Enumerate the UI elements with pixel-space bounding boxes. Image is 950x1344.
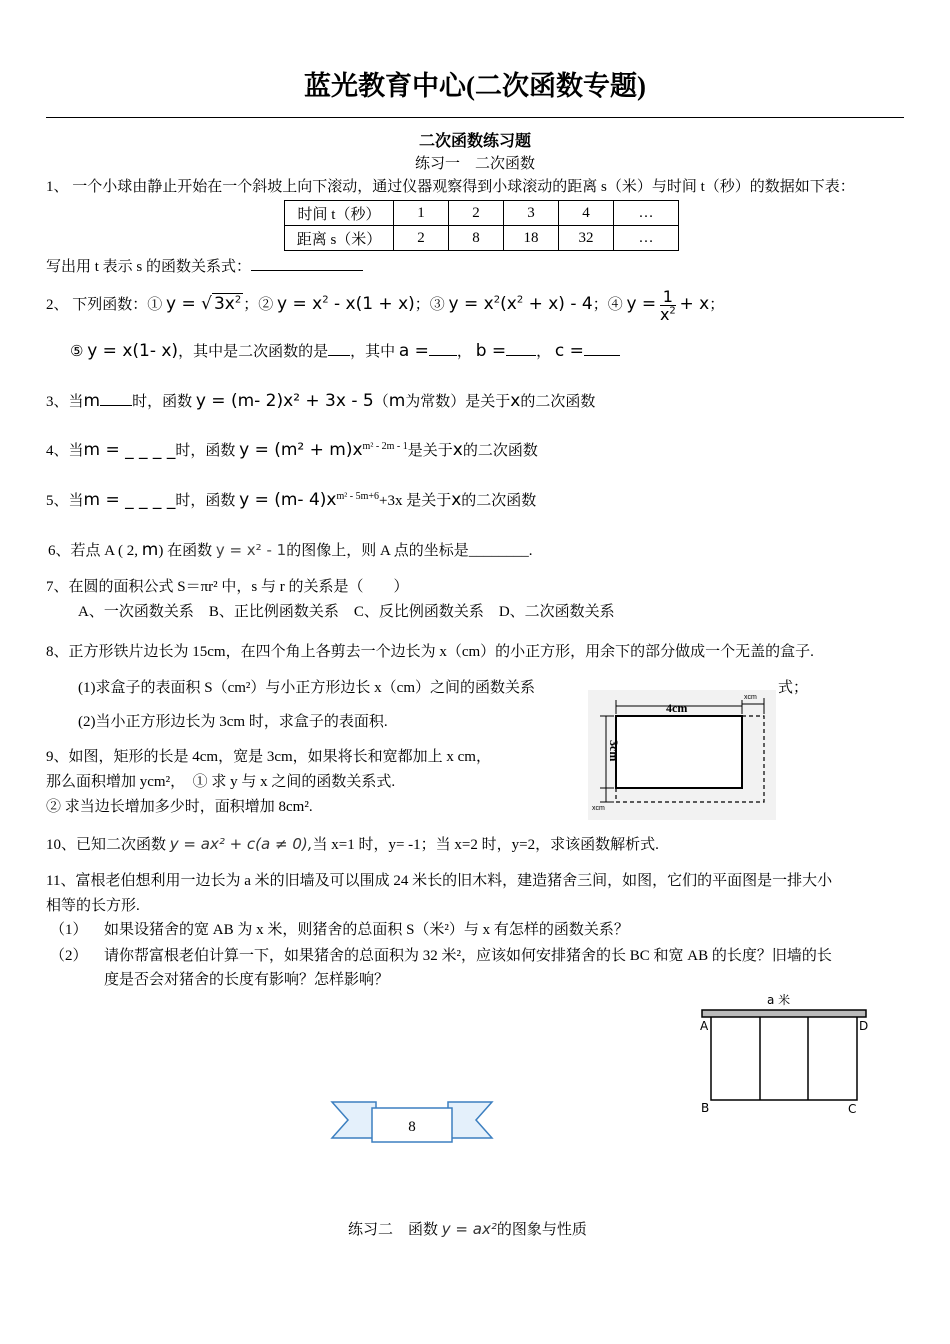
table-cell: … bbox=[614, 226, 679, 251]
q5-text: 5、当 bbox=[46, 493, 84, 509]
x-label-bottom: xcm bbox=[592, 805, 605, 812]
table-cell: 8 bbox=[449, 226, 504, 251]
m-variable: m bbox=[141, 540, 159, 560]
q4-text: 是关于 bbox=[407, 443, 453, 459]
page-number: 8 bbox=[408, 1119, 416, 1135]
question-5 bbox=[46, 490, 536, 511]
question-11-part-2-num: （2） bbox=[50, 948, 88, 964]
q5-text: 的二次函数 bbox=[461, 493, 537, 509]
answer-blank bbox=[100, 390, 132, 406]
question-4 bbox=[46, 440, 538, 461]
fraction-numerator: 1 bbox=[660, 288, 676, 306]
answer-blank bbox=[251, 255, 363, 271]
width-label: 3cm bbox=[607, 740, 621, 762]
rectangle-figure bbox=[588, 690, 776, 820]
question-2-line-1 bbox=[46, 288, 724, 323]
table-cell: 2 bbox=[394, 226, 449, 251]
q4-blank: m = _ _ _ _ bbox=[83, 440, 176, 460]
length-label: 4cm bbox=[666, 701, 688, 715]
q5-exponent: m² - 5m+6 bbox=[336, 491, 379, 502]
label-B: B bbox=[701, 1101, 710, 1115]
question-11-part-1-num: （1） bbox=[50, 922, 88, 938]
label-D: D bbox=[859, 1019, 869, 1033]
question-3 bbox=[46, 390, 595, 412]
question-11-line-1: 11、富根老伯想利用一边长为 a 米的旧墙及可以围成 24 米长的旧木料，建造猪舍三间，如图，它们的平面图是一排大小 bbox=[46, 873, 833, 889]
q3-text: （ bbox=[373, 394, 389, 410]
table-cell: 1 bbox=[394, 201, 449, 226]
q2-label: ① bbox=[147, 296, 163, 313]
answer-blank bbox=[328, 340, 350, 356]
page-title: 蓝光教育中心(二次函数专题) bbox=[304, 71, 646, 101]
q5-text: +3x 是关于 bbox=[379, 493, 452, 509]
question-1-prompt bbox=[46, 255, 363, 277]
q6-function: y = x² - 1 bbox=[215, 541, 287, 559]
q6-text: 6、若点 A ( 2, bbox=[48, 543, 142, 559]
table-cell: … bbox=[614, 201, 679, 226]
function-4-fraction bbox=[660, 288, 676, 323]
title-divider bbox=[46, 117, 904, 118]
c-coefficient: c = bbox=[554, 341, 584, 361]
question-1-table bbox=[284, 200, 679, 251]
x-variable: x bbox=[452, 440, 463, 460]
q2-label: ；④ bbox=[592, 296, 623, 313]
question-8-part-2: (2)当小正方形边长为 3cm 时，求盒子的表面积. bbox=[78, 714, 388, 730]
q2-label: ；② bbox=[243, 296, 274, 313]
old-wall bbox=[702, 1010, 866, 1017]
q6-text: 的图像上，则 A 点的坐标是________. bbox=[286, 543, 533, 559]
question-11-line-2: 相等的长方形. bbox=[46, 898, 140, 914]
function-5: y = x(1- x) bbox=[87, 341, 179, 361]
wall-label: a 米 bbox=[767, 993, 791, 1007]
label-A: A bbox=[700, 1019, 709, 1033]
q5-blank: m = _ _ _ _ bbox=[83, 490, 176, 510]
table-cell: 3 bbox=[504, 201, 559, 226]
footer-text: 练习二 函数 bbox=[348, 1222, 439, 1238]
question-11-part-1: 如果设猪舍的宽 AB 为 x 米，则猪舍的总面积 S（米²）与 x 有怎样的函数关系？ bbox=[104, 922, 629, 938]
table-cell: 2 bbox=[449, 201, 504, 226]
question-9-line-1: 9、如图，矩形的长是 4cm，宽是 3cm，如果将长和宽都加上 x cm， bbox=[46, 749, 491, 765]
section-heading: 练习一 二次函数 bbox=[414, 156, 535, 172]
q4-function: y = (m² + m)x bbox=[239, 440, 363, 460]
question-11-part-2a: 请你帮富根老伯计算一下，如果猪舍的总面积为 32 米²，应该如何安排猪舍的长 BC 和宽 AB 的长度？旧墙的长 bbox=[104, 948, 832, 964]
q5-text: 时，函数 bbox=[175, 493, 236, 509]
m-variable: m bbox=[83, 391, 101, 411]
x-label-top: xcm bbox=[744, 694, 757, 701]
question-1-text: 1、 一个小球由静止开始在一个斜坡上向下滚动，通过仪器观察得到小球滚动的距离 s（米）与时间 t（秒）的数据如下表： bbox=[46, 179, 855, 195]
q2-label: ；③ bbox=[414, 296, 445, 313]
question-2-line-2: ⑤ y = x(1- x)，其中是二次函数的是 ，其中 a = ， b = ， c = bbox=[70, 340, 620, 362]
q6-text: ) 在函数 bbox=[158, 543, 213, 559]
pigsty-figure bbox=[695, 988, 875, 1120]
q3-function: y = (m- 2)x² + 3x - 5 bbox=[195, 391, 374, 411]
function-4-lhs: y = bbox=[626, 293, 657, 314]
table-row bbox=[285, 201, 679, 226]
question-6 bbox=[48, 540, 532, 561]
function-4-rhs: + x bbox=[679, 293, 710, 314]
q4-text: 4、当 bbox=[46, 443, 84, 459]
question-8-part-1-end: 式； bbox=[778, 680, 809, 696]
q5-function: y = (m- 4)x bbox=[239, 490, 337, 510]
function-2: $y = x^2 - x(1 + x)$ bbox=[277, 293, 415, 314]
q2-label: ⑤ bbox=[70, 344, 84, 360]
question-7: 7、在圆的面积公式 S＝πr² 中，s 与 r 的关系是（ ） bbox=[46, 579, 409, 595]
q10-text: 10、已知二次函数 bbox=[46, 837, 167, 853]
question-7-options: A、一次函数关系 B、正比例函数关系 C、反比例函数关系 D、二次函数关系 bbox=[78, 604, 615, 620]
next-section-heading bbox=[348, 1219, 587, 1240]
question-9-line-2: 那么面积增加 ycm²， ① 求 y 与 x 之间的函数关系式. bbox=[46, 774, 396, 790]
q10-function: y = ax² + c(a ≠ 0), bbox=[169, 835, 313, 853]
label-C: C bbox=[848, 1102, 857, 1116]
m-variable: m bbox=[388, 391, 406, 411]
x-variable: x bbox=[510, 391, 521, 411]
answer-blank bbox=[584, 340, 620, 356]
function-3: $y = x^2(x^2 + x) - 4$ bbox=[448, 293, 593, 314]
fraction-denominator: $x^2$ bbox=[659, 305, 676, 324]
footer-text: 的图象与性质 bbox=[496, 1222, 587, 1238]
table-row bbox=[285, 226, 679, 251]
question-11-part-2b: 度是否会对猪舍的长度有影响？怎样影响？ bbox=[104, 972, 390, 988]
table-cell: 18 bbox=[504, 226, 559, 251]
q2-tail: ，其中 bbox=[350, 344, 396, 360]
q2-lead: 2、 下列函数： bbox=[46, 296, 148, 313]
q3-text: 时，函数 bbox=[132, 394, 193, 410]
question-8-part-1: (1)求盒子的表面积 S（cm²）与小正方形边长 x（cm）之间的函数关系 bbox=[78, 680, 535, 696]
table-cell: 4 bbox=[559, 201, 614, 226]
a-coefficient: a = bbox=[398, 341, 429, 361]
answer-blank bbox=[429, 340, 457, 356]
row-label-time: 时间 t（秒） bbox=[285, 201, 394, 226]
q2-tail: ，其中是二次函数的是 bbox=[178, 344, 329, 360]
q3-text: 为常数）是关于 bbox=[405, 394, 511, 410]
q3-text: 的二次函数 bbox=[520, 394, 596, 410]
footer-function: y = ax² bbox=[441, 1220, 497, 1238]
row-label-distance: 距离 s（米） bbox=[285, 226, 394, 251]
question-8: 8、正方形铁片边长为 15cm，在四个角上各剪去一个边长为 x（cm）的小正方形，用余下的部分做成一个无盖的盒子. bbox=[46, 644, 814, 660]
x-variable: x bbox=[451, 490, 462, 510]
page-number-ribbon bbox=[330, 1098, 494, 1146]
q3-text: 3、当 bbox=[46, 394, 84, 410]
q4-exponent: m² - 2m - 1 bbox=[362, 441, 408, 452]
worksheet-title: 二次函数练习题 bbox=[418, 133, 531, 150]
question-9-line-3: ② 求当边长增加多少时，面积增加 8cm². bbox=[46, 799, 313, 815]
q2-punct: ； bbox=[709, 296, 725, 313]
b-coefficient: b = bbox=[475, 341, 507, 361]
question-10 bbox=[46, 834, 659, 855]
answer-blank bbox=[506, 340, 536, 356]
q10-text: 当 x=1 时，y= -1；当 x=2 时，y=2，求该函数解析式. bbox=[312, 837, 659, 853]
table-cell: 32 bbox=[559, 226, 614, 251]
function-1: y = √ $3x^2$ bbox=[166, 293, 242, 314]
prompt-text: 写出用 t 表示 s 的函数关系式： bbox=[46, 259, 252, 275]
q4-text: 的二次函数 bbox=[462, 443, 538, 459]
q4-text: 时，函数 bbox=[175, 443, 236, 459]
